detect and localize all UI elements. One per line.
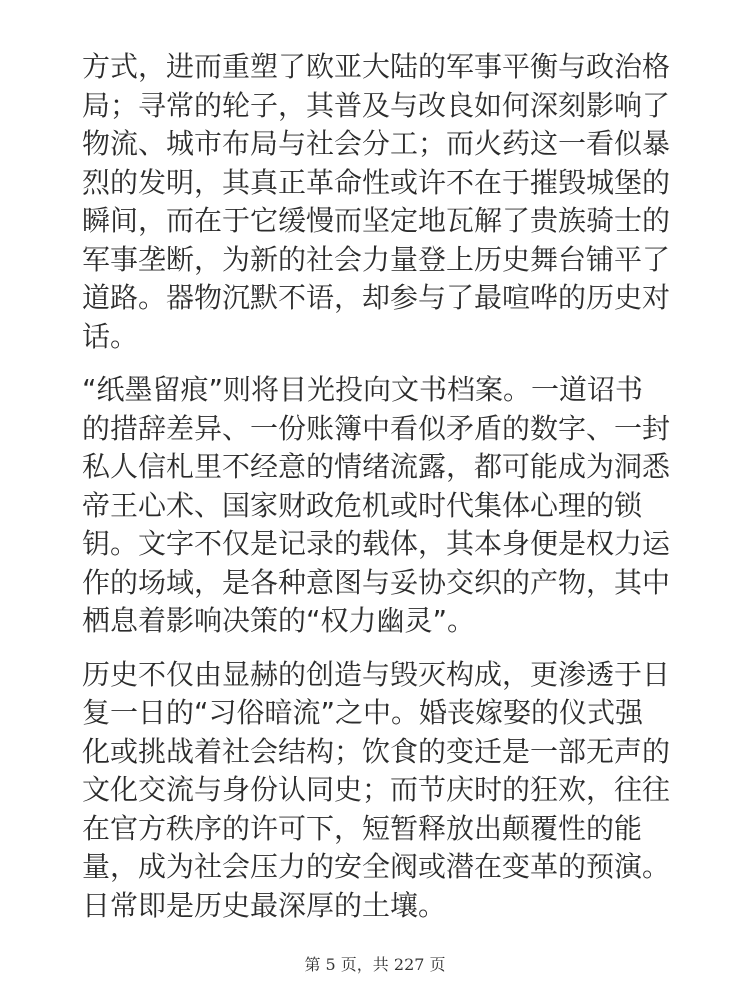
paragraph-1: 方式，进而重塑了欧亚大陆的军事平衡与政治格局；寻常的轮子，其普及与改良如何深刻影响了物流、城市布局与社会分工；而火药这一看似暴烈的发明，其真正革命性或许不在于摧毁城堡的瞬间，而在于它缓慢而坚定地瓦解了贵族骑士的军事垄断，为新的社会力量登上历史舞台铺平了道路。器物沉默不语，却参与了最喧哗的历史对话。	[82, 50, 671, 353]
document-body	[82, 48, 670, 925]
page-number-footer: 第 5 页，共 227 页	[304, 955, 446, 974]
paragraph-2: “纸墨留痕”则将目光投向文书档案。一道诏书的措辞差异、一份账簿中看似矛盾的数字、一封私人信札里不经意的情绪流露，都可能成为洞悉帝王心术、国家财政危机或时代集体心理的锁钥。文字不仅是记录的载体，其本身便是权力运作的场域，是各种意图与妥协交织的产物，其中栖息着影响决策的“权力幽灵”。	[82, 373, 671, 637]
paragraph-3: 历史不仅由显赫的创造与毁灭构成，更渗透于日复一日的“习俗暗流”之中。婚丧嫁娶的仪式强化或挑战着社会结构；饮食的变迁是一部无声的文化交流与身份认同史；而节庆时的狂欢，往往在官方秩序的许可下，短暂释放出颠覆性的能量，成为社会压力的安全阀或潜在变革的预演。日常即是历史最深厚的土壤。	[82, 657, 671, 922]
